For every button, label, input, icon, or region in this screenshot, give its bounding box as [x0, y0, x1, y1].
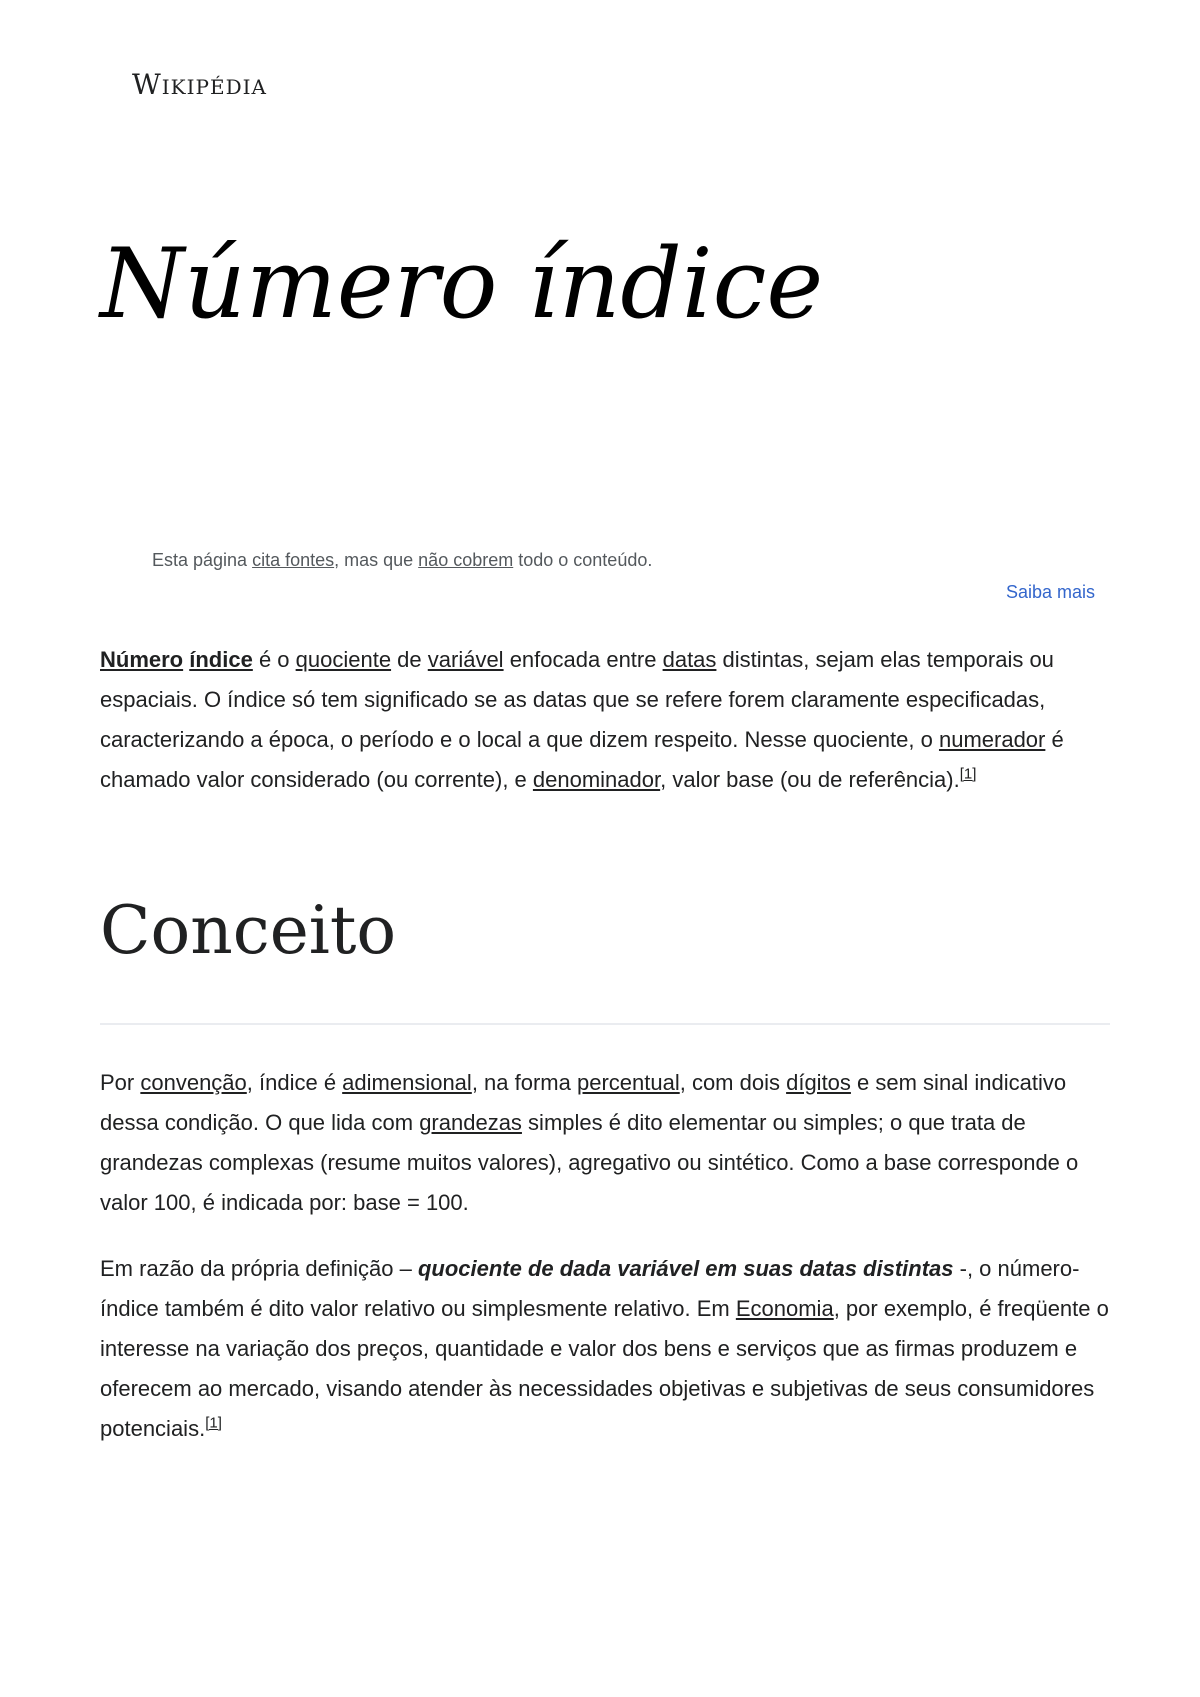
paragraph-text: , valor base (ou de referência). — [660, 767, 960, 792]
denominador-link[interactable]: denominador — [532, 767, 661, 792]
grandezas-link[interactable]: grandezas — [419, 1110, 522, 1135]
paragraph-text: Por — [100, 1070, 141, 1095]
paragraph-text: é chamado valor considerado (ou corrente), e — [100, 727, 1064, 792]
percentual-link[interactable]: percentual — [576, 1070, 680, 1095]
digitos-link[interactable]: dígitos — [786, 1070, 851, 1095]
convencao-link[interactable]: convenção — [140, 1070, 247, 1095]
notice-text: Esta página — [152, 550, 253, 570]
saiba-mais-link[interactable]: Saiba mais — [1005, 582, 1095, 602]
notice-text: , mas que — [334, 550, 419, 570]
heading-divider — [100, 1023, 1110, 1025]
concept-paragraph-1 — [100, 1063, 1110, 1223]
sources-notice — [152, 550, 652, 571]
numero-link[interactable]: Número — [100, 647, 184, 672]
notice-text: todo o conteúdo. — [513, 550, 653, 570]
paragraph-text: -, o número-índice também é dito valor relativo ou simplesmente relativo. Em — [100, 1256, 1080, 1321]
page-title: Número índice — [100, 228, 824, 340]
paragraph-text: , índice é — [246, 1070, 343, 1095]
numerador-link[interactable]: numerador — [938, 727, 1046, 752]
adimensional-link[interactable]: adimensional — [342, 1070, 472, 1095]
emphasized-definition: quociente de dada variável em suas datas distintas — [417, 1256, 954, 1281]
paragraph-text: de — [391, 647, 428, 672]
paragraph-text: e sem sinal indicativo dessa condição. O que lida com — [100, 1070, 1067, 1135]
reference-1-link[interactable]: [1] — [959, 765, 977, 783]
indice-link[interactable]: índice — [189, 647, 253, 672]
concept-paragraph-2 — [100, 1249, 1110, 1449]
datas-link[interactable]: datas — [662, 647, 717, 672]
paragraph-text: distintas, sejam elas temporais ou espaciais. O índice só tem significado se as datas que se refere forem claramente especificadas, caracterizando a época, o período e o local a que dizem respeito. Nesse quociente, o — [100, 647, 1054, 752]
intro-paragraph — [100, 640, 1110, 800]
paragraph-text: é o — [252, 647, 296, 672]
paragraph-text: enfocada entre — [503, 647, 663, 672]
nao-cobrem-link[interactable]: não cobrem — [418, 550, 514, 570]
paragraph-text: Em razão da própria definição – — [100, 1256, 418, 1281]
paragraph-text: , com dois — [679, 1070, 787, 1095]
section-heading-conceito: Conceito — [100, 892, 397, 969]
cita-fontes-link[interactable]: cita fontes — [252, 550, 335, 570]
economia-link[interactable]: Economia — [735, 1296, 834, 1321]
paragraph-text: , por exemplo, é freqüente o interesse na variação dos preços, quantidade e valor dos bens e serviços que as firmas produzem e oferecem ao mercado, visando atender às necessidades objetivas e subjetivas de seus consumidores potenciais. — [100, 1296, 1109, 1441]
paragraph-text: simples é dito elementar ou simples; o que trata de grandezas complexas (resume muitos valores), agregativo ou sintético. Como a base corresponde o valor 100, é indicada por: base = 100. — [100, 1110, 1079, 1215]
variavel-link[interactable]: variável — [427, 647, 504, 672]
reference-1-link[interactable]: [1] — [205, 1414, 222, 1432]
wikipedia-logo[interactable]: Wikipédia — [132, 68, 267, 101]
paragraph-text: , na forma — [471, 1070, 577, 1095]
quociente-link[interactable]: quociente — [295, 647, 392, 672]
